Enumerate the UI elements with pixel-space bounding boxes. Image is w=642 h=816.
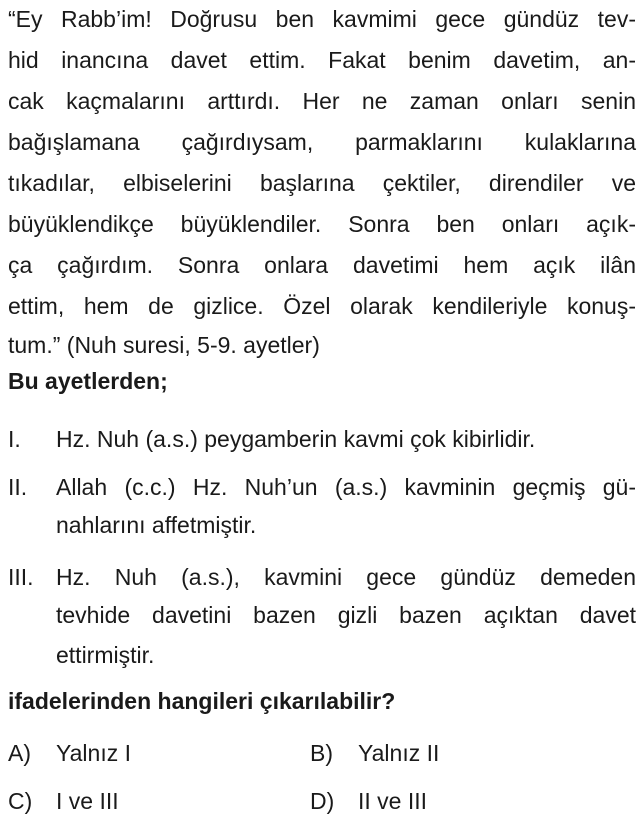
statement-number: II. [8, 474, 28, 500]
passage-line: tum.” (Nuh suresi, 5-9. ayetler) [8, 332, 320, 358]
choice-letter: B) [310, 740, 333, 766]
question-stem: ifadelerinden hangileri çıkarılabilir? [8, 688, 396, 714]
choice-b[interactable] [310, 738, 439, 768]
statement-text: nahlarını affetmiştir. [56, 512, 257, 538]
statement-text: Hz. Nuh (a.s.), kavmini gece gündüz demeden [56, 564, 636, 590]
passage-line: ettim, hem de gizlice. Özel olarak kendileriyle konuş- [8, 293, 636, 319]
choice-a[interactable] [8, 738, 131, 768]
statement-text: Allah (c.c.) Hz. Nuh’un (a.s.) kavminin geçmiş gü- [56, 474, 636, 500]
choice-c[interactable] [8, 786, 119, 816]
passage-line: cak kaçmalarını arttırdı. Her ne zaman onları senin [8, 88, 636, 114]
statement-text: ettirmiştir. [56, 642, 155, 668]
passage-line: büyüklendikçe büyüklendiler. Sonra ben onları açık- [8, 211, 636, 237]
passage-line: bağışlamana çağırdıysam, parmaklarını kulaklarına [8, 129, 636, 155]
choice-letter: C) [8, 788, 33, 814]
statements-lead: Bu ayetlerden; [8, 368, 168, 394]
statement-text: Hz. Nuh (a.s.) peygamberin kavmi çok kibirlidir. [56, 426, 536, 452]
statement-number: III. [8, 564, 34, 590]
choice-d[interactable] [310, 786, 427, 816]
choice-text: I ve III [56, 788, 119, 814]
choice-text: II ve III [358, 788, 428, 814]
statement-text: tevhide davetini bazen gizli bazen açıktan davet [56, 602, 636, 628]
statement-number: I. [8, 426, 21, 452]
choice-letter: D) [310, 788, 335, 814]
passage-line: hid inancına davet ettim. Fakat benim davetim, an- [8, 47, 636, 73]
choice-text: Yalnız I [56, 740, 131, 766]
choice-text: Yalnız II [358, 740, 440, 766]
choice-letter: A) [8, 740, 31, 766]
passage-line: ça çağırdım. Sonra onlara davetimi hem açık ilân [8, 252, 636, 278]
passage-line: tıkadılar, elbiselerini başlarına çektiler, direndiler ve [8, 170, 636, 196]
passage-line: “Ey Rabb’im! Doğrusu ben kavmimi gece gündüz tev- [8, 6, 636, 32]
